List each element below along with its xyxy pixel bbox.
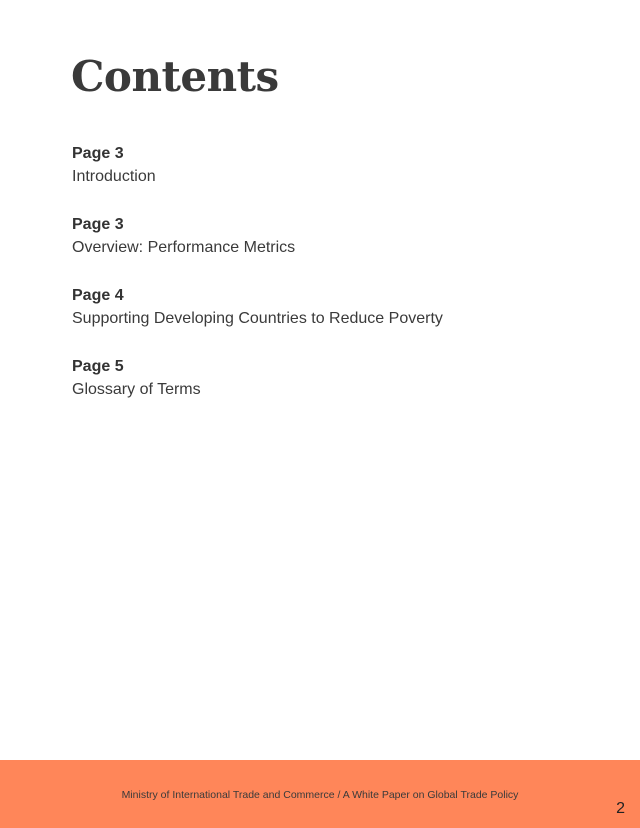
footer-text: Ministry of International Trade and Commerce / A White Paper on Global Trade Policy <box>121 789 519 801</box>
toc-entry-title: Glossary of Terms <box>72 381 201 398</box>
toc-entry-title: Supporting Developing Countries to Reduce Poverty <box>72 310 443 327</box>
toc-entry-overview[interactable] <box>72 214 592 285</box>
toc-entry-page: Page 5 <box>72 358 124 375</box>
page-number: 2 <box>616 800 625 817</box>
toc-entry-page: Page 3 <box>72 216 124 233</box>
toc-entry-supporting-developing-countries[interactable] <box>72 285 592 356</box>
toc-entry-introduction[interactable] <box>72 143 592 214</box>
table-of-contents <box>72 143 592 427</box>
toc-entry-glossary[interactable] <box>72 356 592 427</box>
toc-entry-title: Introduction <box>72 168 156 185</box>
toc-entry-page: Page 3 <box>72 145 124 162</box>
page-footer <box>0 760 640 828</box>
toc-entry-page: Page 4 <box>72 287 124 304</box>
toc-entry-title: Overview: Performance Metrics <box>72 239 296 256</box>
page-title: Contents <box>71 52 279 101</box>
